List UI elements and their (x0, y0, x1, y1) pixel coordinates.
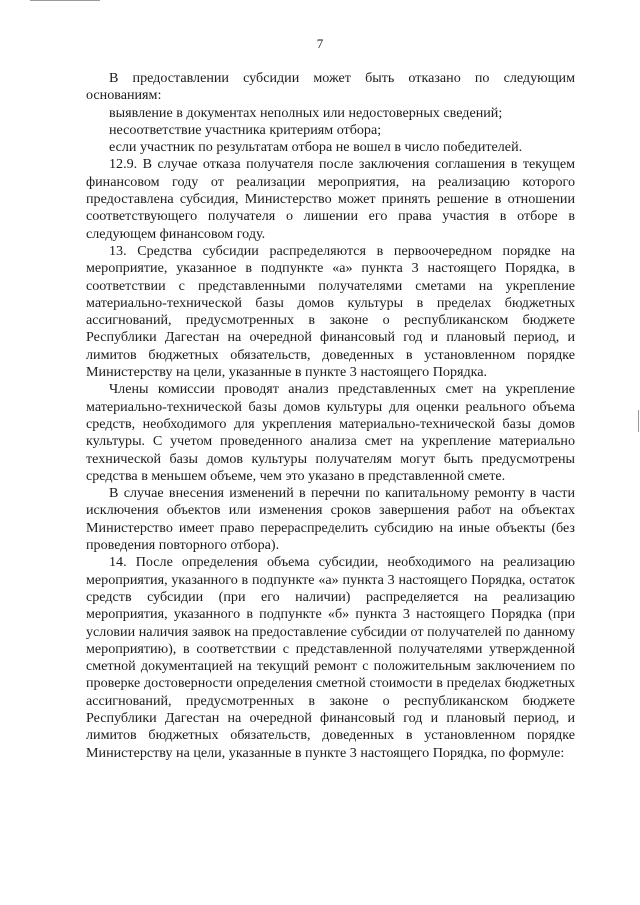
paragraph-redistribution: В случае внесения изменений в перечни по капитальному ремонту в части исключения объектов или изменения сроков завершения работ на объектах Министерство имеет право перераспределить субсидию на иные объекты (без проведения повторного отбора). (86, 485, 575, 554)
scan-artifact-edge (638, 410, 639, 432)
paragraph-refusal-reason-3: если участник по результатам отбора не вошел в число победителей. (109, 139, 523, 156)
scan-artifact-top (30, 0, 100, 1)
document-body (86, 70, 575, 762)
paragraph-13: 13. Средства субсидии распределяются в первоочередном порядке на мероприятие, указанное в подпункте «а» пункта 3 настоящего Порядка, в соответствии с представленными получателями сметами на укрепление материально-технической базы домов культуры в пределах бюджетных ассигнований, предусмотренных в законе о республиканском бюджете Республики Дагестан на очередной финансовый год и плановый период, и лимитов бюджетных обязательств, доведенных в установленном порядке Министерству на цели, указанные в пункте 3 настоящего Порядка. (86, 242, 575, 381)
paragraph-12-9: 12.9. В случае отказа получателя после заключения соглашения в текущем финансовом году от реализации мероприятия, на реализацию которого предоставлена субсидия, Министерство может принять решение в отношении соответствующего получателя о лишении его права участия в отборе в следующем финансовом году. (86, 156, 575, 242)
paragraph-commission-analysis: Члены комиссии проводят анализ представленных смет на укрепление материально-технической базы домов культуры для оценки реального объема средств, необходимого для укрепления материально-технической базы домов культуры. С учетом проведенного анализа смет на укрепление материально технической базы домов культуры получателям могут быть предусмотрены средства в меньшем объеме, чем это указано в представленной смете. (86, 381, 575, 484)
page-number: 7 (316, 36, 324, 51)
paragraph-refusal-reason-1: выявление в документах неполных или недостоверных сведений; (109, 104, 503, 121)
paragraph-14: 14. После определения объема субсидии, необходимого на реализацию мероприятия, указанного в подпункте «а» пункта 3 настоящего Порядка, остаток средств субсидии (при его наличии) распределяется на реализацию мероприятия, указанного в подпункте «б» пункта 3 настоящего Порядка (при условии наличия заявок на предоставление субсидии от получателей по данному мероприятию), в соответствии с представленной получателями утвержденной сметной документацией на текущий ремонт с положительным заключением по проверке достоверности определения сметной стоимости в пределах бюджетных ассигнований, предусмотренных в законе о республиканском бюджете Республики Дагестан на очередной финансовый год и плановый период, и лимитов бюджетных обязательств, доведенных в установленном порядке Министерству на цели, указанные в пункте 3 настоящего Порядка, по формуле: (86, 554, 575, 761)
paragraph-refusal-intro: В предоставлении субсидии может быть отказано по следующим основаниям: (86, 70, 575, 104)
paragraph-refusal-reason-2: несоответствие участника критериям отбора; (109, 121, 382, 138)
